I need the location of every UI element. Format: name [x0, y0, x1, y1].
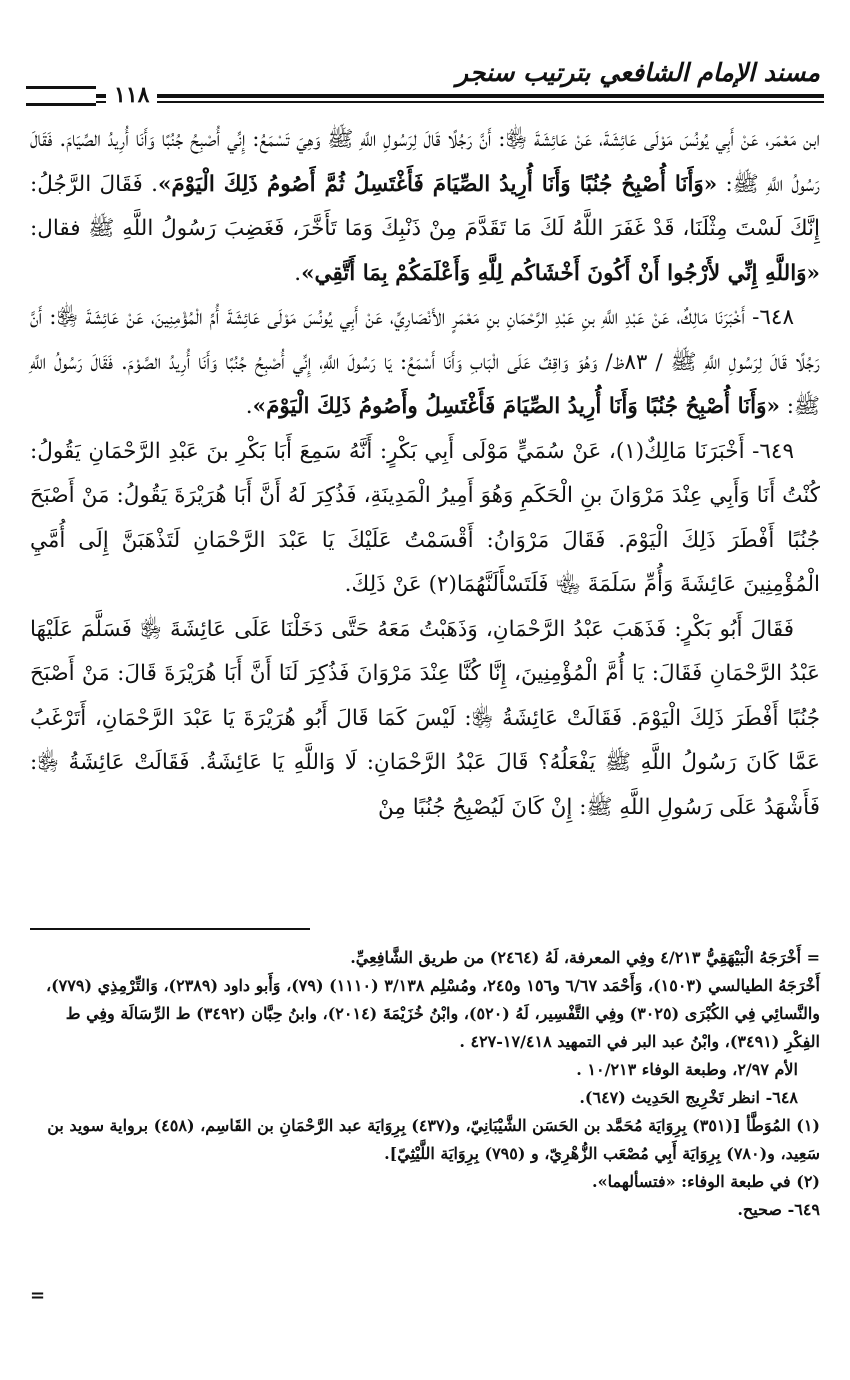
prophet-quote: «وَأَنَا أُصْبِحُ جُنُبًا وَأَنَا أُرِيدُ الصِّيَامَ فَأَغْتَسِلُ ثُمَّ أَصُومُ ذَلِكَ الْيَوْمَ» [157, 171, 718, 197]
text-run: ٦٤٩- أَخْبَرَنَا مَالِكٌ(١)، عَنْ سُمَيٍّ مَوْلَى أَبِي بَكْرٍ: أَنَّهُ سَمِعَ أَبَا بَكْرِ بنَ عَبْدِ الرَّحْمَانِ يَقُولُ: كُنْتُ أَنَا وَأَبِي عِنْدَ مَرْوَانَ بنِ الْحَكَمِ وَهُوَ أَمِيرُ الْمَدِينَةِ، فَذُكِرَ لَهُ أَنَّ أَبَا هُرَيْرَةَ يَقُولُ: مَنْ أَصْبَحَ جُنُبًا أَفْطَرَ ذَلِكَ الْيَوْمَ. فَقَالَ مَرْوَانُ: أَقْسَمْتُ عَلَيْكَ يَا عَبْدَ الرَّحْمَانِ لَتَذْهَبَنَّ إِلَى أُمَّيِ الْمُؤْمِنِينَ عَائِشَةَ وَأُمِّ سَلَمَةَ ﵄ فَلَتَسْأَلَنَّهُمَا(٢) عَنْ ذَلِكَ. [30, 438, 820, 597]
footnotes [30, 944, 820, 1224]
prophet-quote: «وَاللَّهِ إِنِّي لأَرْجُوا أَنْ أَكُونَ أَخْشَاكُم لِلَّهِ وَأَعْلَمَكُمْ بِمَا أَتَّقِي» [301, 260, 820, 286]
footnote-line: (٢) في طبعة الوفاء: «فتسألهما». [592, 1172, 820, 1191]
paragraph-hadith-649 [30, 430, 820, 608]
text-run: ٦٤٨- أَخْبَرَنَا مَالِكٌ، عَنْ عَبْدِ اللَّهِ بنِ عَبْدِ الرَّحْمَانِ بنِ مَعْمَرٍ الأَنْصَارِيِّ، عَنْ أَبِي يُونُسَ مَوْلَى عَائِشَةَ أُمِّ الْمُؤْمِنِينَ، عَنْ عَائِشَةَ ﵂: أَنَّ رَجُلًا قَالَ لِرَسُولِ اللَّهِ ﷺ / ٨٣ظ/ وَهُوَ وَاقِفٌ عَلَى الْبَابِ وَأَنَا أَسْمَعُ: يَا رَسُولَ اللَّهِ، إِنِّي أُصْبِحُ جُنُبًا وَأَنَا أُرِيدُ الصَّوْمَ. فَقَالَ رَسُولُ اللَّهِ ﷺ: [30, 305, 821, 419]
footnote-line: (١) المُوَطَّأ [(٣٥١) بِرِوَايَة مُحَمَّد بن الحَسَن الشَّيْبَانِيّ، و(٤٣٧) بِرِوَايَة عبد الرَّحْمَانِ بن القَاسِم، (٤٥٨) برواية سويد بن سَعِيد، و(٧٨٠) بِرِوَايَة أَبِي مُصْعَب الزُّهْرِيّ، و (٧٩٥) بِرِوَايَة اللَّيْثِيّ]. [47, 1116, 820, 1163]
continuation-mark: = [30, 1285, 46, 1306]
footnote-line: أَخْرَجَهُ الطيالسي (١٥٠٣)، وَأَحْمَد ٦/٦٧ و١٥٦ و٢٤٥، ومُسْلِم ٣/١٣٨ (١١١٠) (٧٩)، وَأَبو داود (٢٣٨٩)، وَالتِّرْمِذِي (٧٧٩)، والنَّسائِي فِي الكُبْرَى (٣٠٢٥) وفِي التَّفْسِير، لَهُ (٥٢٠)، وابْنُ خُزَيْمَةَ (٢٠١٤)، وابنُ حِبَّان (٣٤٩٢) ط الرِّسَالَة وفِي ط الفِكْرِ (٣٤٩١)، وابْنُ عبد البر في التمهيد ١٧/٤١٨-٤٢٧ . [45, 976, 820, 1051]
text-run: . فَقَالَ الرَّجُلُ: إِنَّكَ لَسْتَ مِثْلَنَا، قَدْ غَفَرَ اللَّهُ لَكَ مَا تَقَدَّمَ مِنْ ذَنْبِكَ وَمَا تَأَخَّرَ، فَغَضِبَ رَسُولُ اللَّهِ ﷺ فقال: [30, 171, 820, 241]
text-run: فَقَالَ أَبُو بَكْرٍ: فَذَهَبَ عَبْدُ الرَّحْمَانِ، وَذَهَبْتُ مَعَهُ حَتَّى دَخَلْنَا عَلَى عَائِشَةَ ﵂ فَسَلَّمَ عَلَيْهَا عَبْدُ الرَّحْمَانِ فَقَالَ: يَا أُمَّ الْمُؤْمِنِينَ، إِنَّا كُنَّا عِنْدَ مَرْوَانَ فَذُكِرَ لَنَا أَنَّ أَبَا هُرَيْرَةَ قَالَ: مَنْ أَصْبَحَ جُنُبًا أَفْطَرَ ذَلِكَ الْيَوْمَ. فَقَالَتْ عَائِشَةُ ﵂: لَيْسَ كَمَا قَالَ أَبُو هُرَيْرَةَ يَا عَبْدَ الرَّحْمَانِ، أَتَرْغَبُ عَمَّا كَانَ رَسُولُ اللَّهِ ﷺ يَفْعَلُهُ؟ قَالَ عَبْدُ الرَّحْمَانِ: لَا وَاللَّهِ يَا عَائِشَةُ. فَقَالَتْ عَائِشَةُ ﵂: فَأَشْهَدُ عَلَى رَسُولِ اللَّهِ ﷺ: إِنْ كَانَ لَيُصْبِحُ جُنُبًا مِنْ [30, 616, 820, 820]
page-number-ornament [26, 86, 96, 106]
paragraph-hadith-647-continued [30, 118, 820, 296]
text-run: . [245, 394, 253, 419]
text-run: . [294, 260, 302, 286]
prophet-quote: «وَأَنَا أُصْبِحُ جُنُبًا وَأَنَا أُرِيدُ الصِّيَامَ فَأَغْتَسِلُ وأَصُومُ ذَلِكَ الْيَوْمَ» [252, 394, 780, 419]
text-run: ابن مَعْمَر، عَنْ أَبِي يُونُسَ مَوْلَى عَائِشَةَ، عَنْ عَائِشَةَ ﵂: أَنَّ رَجُلًا قَالَ لِرَسُولِ اللَّهِ ﷺ وَهِيَ تَسْمَعُ: إِنِّي أُصْبِحُ جُنُبًا وَأَنَا أُرِيدُ الصِّيَامَ. فَقَالَ رَسُولُ اللَّهِ ﷺ: [30, 127, 820, 197]
paragraph-hadith-649-continued [30, 608, 820, 831]
book-title: مسند الإمام الشافعي بترتيب سنجر [456, 58, 820, 87]
footnote-line: ٦٤٩- صحيح. [737, 1200, 820, 1219]
footnote-line: = أَخْرَجَهُ الْبَيْهَقِيُّ ٤/٢١٣ وفِي المعرفة، لَهُ (٢٤٦٤) من طريق الشَّافِعِيِّ. [350, 948, 820, 967]
main-text [30, 118, 820, 830]
page-number: ١١٨ [106, 82, 157, 108]
paragraph-hadith-648 [30, 296, 820, 430]
running-header [26, 58, 824, 108]
footnote-line: ٦٤٨- انظر تَخْرِيج الحَدِيث (٦٤٧). [579, 1088, 798, 1107]
footnote-separator [30, 928, 310, 930]
footnote-line: الأم ٢/٩٧، وطبعة الوفاء ١٠/٢١٣ . [576, 1060, 798, 1079]
